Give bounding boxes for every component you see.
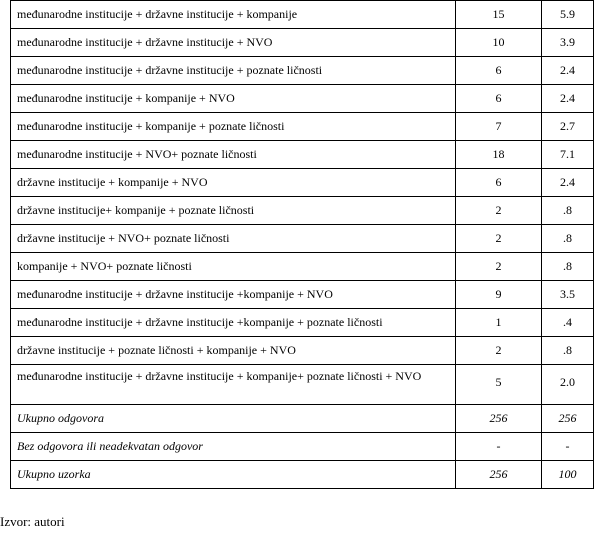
row-percent: .4 <box>542 309 594 337</box>
row-percent: 7.1 <box>542 141 594 169</box>
row-count: 18 <box>456 141 542 169</box>
row-count: 6 <box>456 57 542 85</box>
row-percent: .8 <box>542 197 594 225</box>
row-label: međunarodne institucije + kompanije + poznate ličnosti <box>11 113 456 141</box>
total-row <box>11 405 594 433</box>
row-percent: 3.5 <box>542 281 594 309</box>
row-percent: 2.4 <box>542 57 594 85</box>
total-row <box>11 461 594 489</box>
row-label: međunarodne institucije + NVO+ poznate ličnosti <box>11 141 456 169</box>
row-label: međunarodne institucije + državne institucije + kompanije <box>11 1 456 29</box>
table-row <box>11 29 594 57</box>
table-row <box>11 337 594 365</box>
row-count: 2 <box>456 253 542 281</box>
total-percent: 100 <box>542 461 594 489</box>
row-label: međunarodne institucije + državne institucije +kompanije + poznate ličnosti <box>11 309 456 337</box>
total-percent: 256 <box>542 405 594 433</box>
row-count: 9 <box>456 281 542 309</box>
row-percent: 3.9 <box>542 29 594 57</box>
row-percent: 2.0 <box>542 365 594 405</box>
source-note: Izvor: autori <box>0 514 65 529</box>
row-label: međunarodne institucije + državne institucije +kompanije + NVO <box>11 281 456 309</box>
row-count: 2 <box>456 225 542 253</box>
total-percent: - <box>542 433 594 461</box>
total-count: 256 <box>456 461 542 489</box>
row-count: 15 <box>456 1 542 29</box>
total-label: Bez odgovora ili neadekvatan odgovor <box>11 433 456 461</box>
row-label: državne institucije + poznate ličnosti + kompanije + NVO <box>11 337 456 365</box>
table-row <box>11 1 594 29</box>
row-count: 7 <box>456 113 542 141</box>
row-percent: 2.7 <box>542 113 594 141</box>
table-row <box>11 281 594 309</box>
table-row <box>11 197 594 225</box>
total-label: Ukupno uzorka <box>11 461 456 489</box>
row-label: međunarodne institucije + državne institucije + poznate ličnosti <box>11 57 456 85</box>
row-count: 2 <box>456 197 542 225</box>
row-count: 10 <box>456 29 542 57</box>
total-row <box>11 433 594 461</box>
row-label: državne institucije+ kompanije + poznate ličnosti <box>11 197 456 225</box>
row-count: 2 <box>456 337 542 365</box>
row-label: međunarodne institucije + državne institucije + NVO <box>11 29 456 57</box>
total-count: - <box>456 433 542 461</box>
table-row <box>11 253 594 281</box>
data-table <box>10 0 594 489</box>
row-count: 6 <box>456 85 542 113</box>
table-row <box>11 113 594 141</box>
table-row <box>11 141 594 169</box>
row-count: 5 <box>456 365 542 405</box>
row-percent: 2.4 <box>542 85 594 113</box>
total-label: Ukupno odgovora <box>11 405 456 433</box>
total-count: 256 <box>456 405 542 433</box>
table-row <box>11 225 594 253</box>
row-label: međunarodne institucije + kompanije + NVO <box>11 85 456 113</box>
table-row <box>11 85 594 113</box>
table-row <box>11 169 594 197</box>
row-percent: .8 <box>542 225 594 253</box>
table-row <box>11 57 594 85</box>
row-label: kompanije + NVO+ poznate ličnosti <box>11 253 456 281</box>
row-percent: 5.9 <box>542 1 594 29</box>
row-percent: 2.4 <box>542 169 594 197</box>
row-count: 6 <box>456 169 542 197</box>
table-row <box>11 309 594 337</box>
row-label: državne institucije + kompanije + NVO <box>11 169 456 197</box>
row-percent: .8 <box>542 337 594 365</box>
row-label: državne institucije + NVO+ poznate ličnosti <box>11 225 456 253</box>
row-count: 1 <box>456 309 542 337</box>
table-row <box>11 365 594 405</box>
row-percent: .8 <box>542 253 594 281</box>
row-label: međunarodne institucije + državne institucije + kompanije+ poznate ličnosti + NVO <box>11 365 456 405</box>
